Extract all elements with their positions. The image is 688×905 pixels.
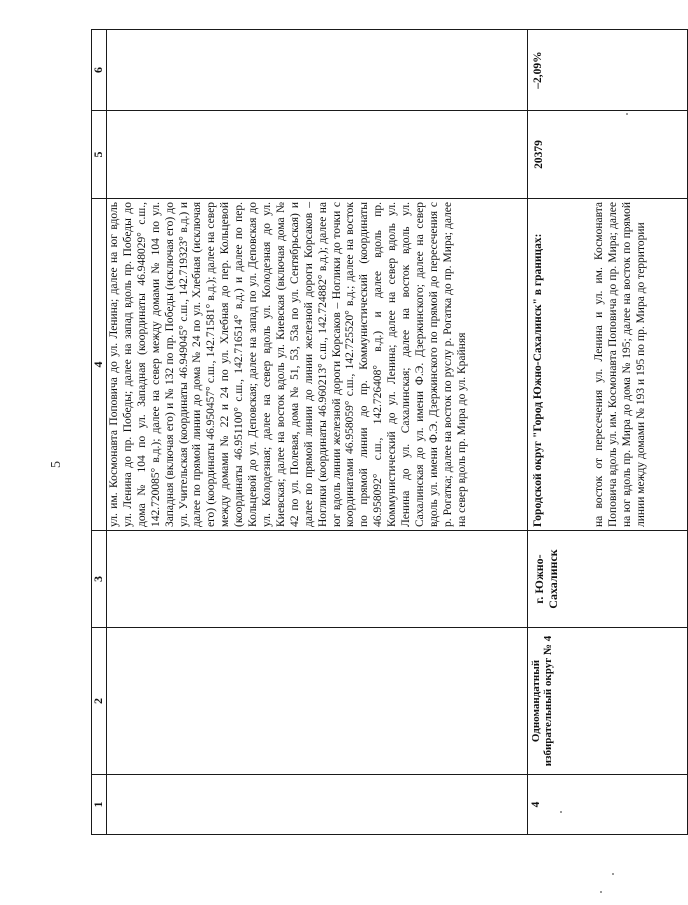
okrug-title: Городской округ "Город Южно-Сахалинск" в границах: xyxy=(532,233,544,527)
continuation-col-2 xyxy=(107,628,528,775)
header-col-2: 2 xyxy=(92,628,107,775)
district-name: Одномандатный избирательный округ № 4 xyxy=(530,635,554,767)
city-name: г. Южно-Сахалинск xyxy=(532,549,560,609)
continuation-col-1 xyxy=(107,775,528,835)
continuation-col-6 xyxy=(107,30,528,111)
voters-cell xyxy=(528,111,688,199)
district-4-row xyxy=(528,30,688,835)
header-col-3: 3 xyxy=(92,531,107,628)
district-number: 4 xyxy=(530,801,542,808)
header-col-1: 1 xyxy=(92,775,107,835)
header-row xyxy=(92,30,107,835)
continuation-col-3 xyxy=(107,531,528,628)
deviation-cell xyxy=(528,30,688,111)
header-col-6: 6 xyxy=(92,30,107,111)
district-boundary-cell xyxy=(528,199,688,531)
city-cell xyxy=(528,531,688,628)
continuation-boundary-text xyxy=(107,199,528,531)
voters-count: 20379 xyxy=(533,140,545,169)
header-col-5: 5 xyxy=(92,111,107,199)
boundary-description: ул. им. Космонавта Поповича до ул. Ленина; далее на юг вдоль ул. Ленина до пр. Победы; далее на запад вдоль пр. Победы до дома № 104 по ул. Западная (координаты 46.948029° с.ш., 142.720085° в.д.); далее на север между домами № 104 по ул. Западная (включая его) и № 132 по пр. Победы (исключая его) до ул. Учительская (координаты 46.949045° с.ш., 142.719323° в.д.) и далее по прямой линии до дома № 24 по ул. Хлебная (исключая его) (координаты 46.950457° с.ш., 142.71581° в.д.); далее на север между домами № 22 и 24 по ул. Хлебная до пер. Кольцевой (координаты 46.951100° с.ш., 142.716514° в.д.) и далее по пер. Кольцевой до ул. Деповская; далее на запад по ул. Деповская до ул. Колодезная; далее на север вдоль ул. Колодезная до ул. Киевская; далее на восток вдоль ул. Киевская (включая дома № 42 по ул. Полевая, дома № 51, 53, 53а по ул. Сентябрьская) и далее по прямой линии до линии железной дороги Корсаков – Ноглики (координаты 46.960213° с.ш., 142.724882° в.д.); далее на юг вдоль линии железной дороги Корсаков – Ноглики до точки с координатами 46.958059° с.ш., 142.725520° в.д.; далее на восток по прямой линии до пр. Коммунистический (координаты 46.958092° с.ш., 142.726408° в.д.) и далее вдоль пр. Коммунистический до ул. Ленина; далее на север вдоль ул. Ленина до ул. Сахалинская; далее на восток вдоль ул. Сахалинская до ул. имени Ф.Э. Дзержинского; далее на север вдоль ул. имени Ф.Э. Дзержинского по прямой до пересечения с р. Рогатка; далее на восток по руслу р. Рогатка до пр. Мира; далее на север вдоль пр. Мира до ул. Крайняя xyxy=(108,202,468,527)
district-name-cell xyxy=(528,628,688,775)
district-boundary-description: на восток от пересечения ул. Ленина и ул. им. Космонавта Поповича вдоль ул. им. Космонавта Поповича до пр. Мира; далее на юг вдоль пр. Мира до дома № 195; далее на восток по прямой линии между домами № 193 и 195 по пр. Мира до территории xyxy=(592,202,647,527)
scan-speck xyxy=(612,873,614,875)
scan-speck xyxy=(600,891,602,893)
page-number: 5 xyxy=(49,461,64,468)
district-number-cell xyxy=(528,775,688,835)
continuation-col-5 xyxy=(107,111,528,199)
deviation-value: –2,09% xyxy=(532,51,544,89)
districts-table xyxy=(91,29,688,835)
header-col-4: 4 xyxy=(92,199,107,531)
continuation-row xyxy=(107,30,528,835)
